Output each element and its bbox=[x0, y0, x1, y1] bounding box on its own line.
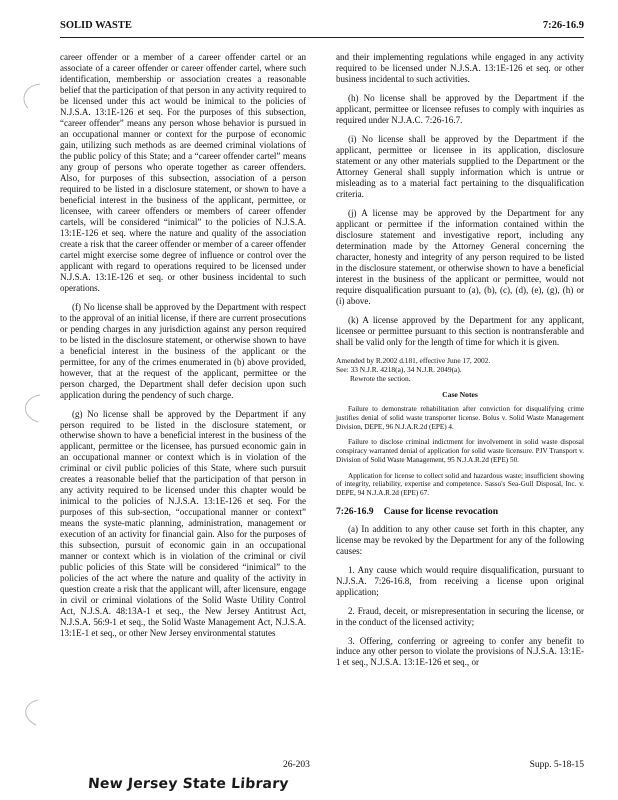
list-item: 1. Any cause which would require disqualification, pursuant to N.J.S.A. 7:26-16.8, from receiving a license upon original application; bbox=[336, 564, 584, 597]
amendment-line: Rewrote the section. bbox=[350, 373, 411, 383]
binder-hole-mark bbox=[14, 80, 46, 112]
case-note: Failure to demonstrate rehabilitation after conviction for disqualifying crime justifies denial of solid waste transporter license. Bolus v. Solid Waste Management Division, DEPE, 96 N.J.A.R.2d (EPE) 4. bbox=[336, 404, 584, 431]
right-column bbox=[336, 52, 584, 676]
running-header bbox=[60, 20, 584, 34]
amendment-history bbox=[336, 356, 584, 383]
paragraph-g: (g) No license shall be approved by the Department if any person required to be listed in the disclosure statement, or otherwise shown to have a beneficial interest in the business of the applicant, permittee or the licensee, has pursued economic gain in an occupational manner or context which is in violation of the criminal or civil public policies of this State, where such pursuit creates a reasonable belief that the participation of that person in any activity required to be licensed under this chapter would be inimical to the policies of N.J.S.A. 13:1E-126 et seq. For the purposes of this sub-section, “occupational manner or context” means the syste-matic planning, administration, management or execution of an activity for financial gain. Also for the purposes of this subsection, pursuit of economic gain in an occupational manner or context which is in violation of the criminal or civil public policies of this State will be considered “inimical” to the policies of the act where the nature and quality of the activity in question create a risk that the applicant will, after licensure, engage in civil or criminal violations of the Solid Waste Utility Control Act, N.J.S.A. 48:13A-1 et seq., the New Jersey Antitrust Act, N.J.S.A. 56:9-1 et seq., the Solid Waste Management Act, N.J.S.A. 13:1E-1 et seq., or other New Jersey environmental statutes bbox=[60, 408, 306, 639]
supplement-date: Supp. 5-18-15 bbox=[529, 760, 584, 770]
section-title: Cause for license revocation bbox=[383, 505, 499, 517]
left-column bbox=[60, 52, 306, 647]
binder-hole-mark bbox=[14, 392, 46, 424]
paragraph-i: (i) No license shall be approved by the Department if the applicant, permittee or licensee in its application, disclosure statement or any other materials supplied to the Department or the Attorney General shall supply information which is untrue or misleading as to a material fact pertaining to the disqualification criteria. bbox=[336, 133, 584, 199]
paragraph-k: (k) A license approved by the Department for any applicant, licensee or permittee pursuant to this section is nontransferable and shall be valid only for the length of time for which it is given. bbox=[336, 314, 584, 347]
header-section-number: 7:26-16.9 bbox=[542, 20, 584, 31]
section-heading bbox=[336, 506, 584, 518]
binder-hole-mark bbox=[14, 696, 46, 728]
list-item: 2. Fraud, deceit, or misrepresentation in securing the license, or in the conduct of the licensed activity; bbox=[336, 605, 584, 627]
header-rule bbox=[60, 37, 584, 38]
case-notes-heading: Case Notes bbox=[442, 389, 478, 399]
paragraph-j: (j) A license may be approved by the Department for any applicant or permittee if the information contained within the disclosure statement and investigative report, including any determination made by the Attorney General concerning the character, honesty and integrity of any person required to be listed in the disclosure statement, or otherwise shown to have a beneficial interest in the business of the applicant or permittee, would not require disqualification pursuant to (a), (b), (c), (d), (e), (g), (h) or (i) above. bbox=[336, 207, 584, 306]
section-number: 7:26-16.9 bbox=[336, 505, 374, 517]
amendment-line: See: 33 N.J.R. 4218(a), 34 N.J.R. 2049(a). bbox=[336, 364, 462, 374]
paragraph-a: (a) In addition to any other cause set forth in this chapter, any license may be revoked by the Department for any of the following causes: bbox=[336, 523, 584, 556]
page-number: 26-203 bbox=[283, 760, 310, 770]
amendment-line: Amended by R.2002 d.181, effective June 17, 2002. bbox=[336, 355, 491, 365]
paragraph-continuation: career offender or a member of a career offender cartel or an associate of a career offender or career offender cartel, where such identification, membership or association creates a reasonable belief that the participation of that person in any activity required to be licensed under this act would be inimical to the policies of N.J.S.A. 13:1E-126 et seq. For the purposes of this subsection, “career offender” means any person whose behavior is pursued in an occupational manner or context for the purpose of economic gain, utilizing such methods as are deemed criminal violations of the public policy of this State; and a “career offender cartel” means any group of persons who operate together as career offenders. Also, for purposes of this subsection, association of a person required to be listed in a disclosure statement, or shown to have a beneficial interest in the business of the applicant, permittee, or licensee, with career offenders or members of career offender cartels, will be considered “inimical” to the policies of N.J.S.A. 13:1E-126 et seq. where the nature and quality of the association create a risk that the career offender or member of a career offender cartel might exercise some degree of influence or control over the applicant with regard to operations required to be licensed under N.J.S.A. 13:1E-126 et seq. or other business incidental to such operations. bbox=[60, 52, 306, 293]
header-title: SOLID WASTE bbox=[60, 20, 132, 31]
list-item: 3. Offering, conferring or agreeing to confer any benefit to induce any other person to violate the provisions of N.J.S.A. 13:1E-1 et seq., N.J.S.A. 13:1E-126 et seq., or bbox=[336, 635, 584, 668]
paragraph-h: (h) No license shall be approved by the Department if the applicant, permittee or licensee refuses to comply with inquiries as required under N.J.A.C. 7:26-16.7. bbox=[336, 92, 584, 125]
case-note: Application for license to collect solid and hazardous waste; insufficient showing of integrity, reliability, expertise and competence. Sasso's Sea-Gull Disposal, Inc. v. DEPE, 94 N.J.A.R.2d (EPE) 67. bbox=[336, 471, 584, 498]
case-note: Failure to disclose criminal indictment for involvement in solid waste disposal conspiracy warranted denial of application for solid waste licensure. PJV Transport v. Division of Solid Waste Management, 95 N.J.A.R.2d (EPE) 50. bbox=[336, 438, 584, 464]
paragraph-continuation: and their implementing regulations while engaged in any activity required to be licensed under N.J.S.A. 13:1E-126 et seq. or other business incidental to such activities. bbox=[336, 52, 584, 84]
paragraph-f: (f) No license shall be approved by the Department with respect to the approval of an initial license, if there are current prosecutions or pending charges in any jurisdiction against any person required to be listed in the disclosure statement, or otherwise shown to have a beneficial interest in the business of the applicant or the permittee, for any of the crimes enumerated in (b) above provided, however, that at the request of the applicant, permittee or the person charged, the Department shall defer decision upon such application during the pendency of such charge. bbox=[60, 301, 306, 400]
library-stamp: New Jersey State Library bbox=[87, 776, 290, 792]
